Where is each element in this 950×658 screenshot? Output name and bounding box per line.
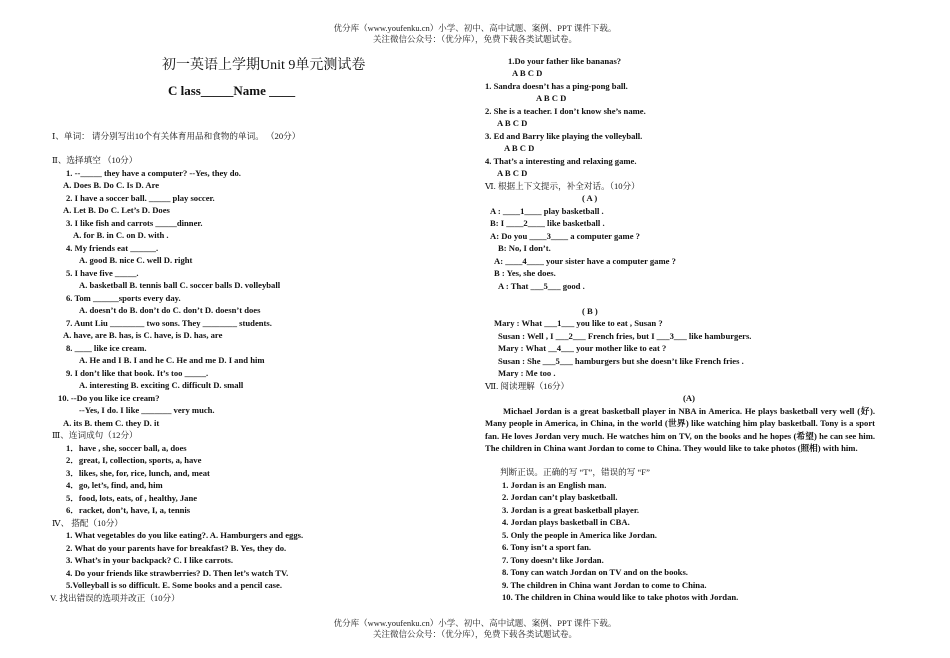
section-5-heading: V. 找出错误的选项并改正（10分） — [50, 593, 180, 603]
error-options: A B C D — [497, 118, 528, 128]
match-line: 3. What’s in your backpack? C. I like carrots. — [66, 555, 234, 565]
match-line: 2. What do your parents have for breakfast? B. Yes, they do. — [66, 543, 287, 553]
error-options: A B C D — [504, 143, 535, 153]
sentence-line: 3．likes, she, for, rice, lunch, and, meat — [66, 468, 210, 478]
dialog-label: ( A ) — [582, 193, 598, 203]
option-line: A. doesn’t do B. don’t do C. don’t D. doesn’t does — [79, 305, 261, 315]
tf-item: 1. Jordan is an English man. — [502, 480, 607, 490]
option-line: A. its B. them C. they D. it — [63, 418, 160, 428]
question-line: 2. I have a soccer ball. _____ play soccer. — [66, 193, 215, 203]
sentence-line: 4．go, let’s, find, and, him — [66, 480, 163, 490]
tf-item: 2. Jordan can’t play basketball. — [502, 492, 618, 502]
option-line: A. Let B. Do C. Let’s D. Does — [63, 205, 170, 215]
reading-passage: Michael Jordan is a great basketball player in NBA in America. He plays basketball very well (好). Many people in America, in China, in the world (世界) like watching him play basketball. Tony is a sport fan. He loves Jordan very much. He watches him on TV, on the books and he hopes (希望) he can see him. The children in China want Jordan to come to China. They would like to take photos (照相) with him. — [485, 406, 875, 454]
error-item: 3. Ed and Barry like playing the volleyball. — [485, 131, 643, 141]
section-3-heading: Ⅲ、连词成句（12分） — [52, 430, 138, 440]
question-line: 4. My friends eat ______. — [66, 243, 159, 253]
header-line: 关注微信公众号：（优分库），免费下载各类试题试卷。 — [372, 34, 577, 44]
error-item: 2. She is a teacher. I don’t know she’s name. — [485, 106, 646, 116]
header-line: 优分库（www.youfenku.cn）小学、初中、高中试题、案例、PPT 课件下载。 — [333, 23, 617, 33]
dialog-line: B: No, I don’t. — [498, 243, 551, 253]
page-header — [0, 23, 950, 45]
error-options: A B C D — [512, 68, 543, 78]
option-line: A. for B. in C. on D. with . — [73, 230, 169, 240]
tf-item: 3. Jordan is a great basketball player. — [502, 505, 640, 515]
page-title: 初一英语上学期Unit 9单元测试卷 — [162, 58, 366, 73]
match-line: 4. Do your friends like strawberries? D. Then let’s watch TV. — [66, 568, 289, 578]
tf-instruction: 判断正误。正确的写 “T”，错误的写 “F” — [500, 467, 650, 477]
question-line: 3. I like fish and carrots _____dinner. — [66, 218, 203, 228]
option-line: A. He and I B. I and he C. He and me D. I and him — [79, 355, 265, 365]
dialog-line: Susan : Well , I ___2___ French fries, but I ___3___ like hamburgers. — [498, 331, 752, 341]
question-line: 5. I have five _____. — [66, 268, 139, 278]
dialog-label: ( B ) — [582, 306, 598, 316]
section-6-heading: Ⅵ. 根据上下文提示，补全对话。（10分） — [485, 181, 640, 191]
option-line: A. good B. nice C. well D. right — [79, 255, 193, 265]
footer-line: 优分库（www.youfenku.cn）小学、初中、高中试题、案例、PPT 课件下载。 — [333, 618, 617, 628]
error-item: 1. Sandra doesn’t has a ping-pong ball. — [485, 81, 628, 91]
option-line: A. interesting B. exciting C. difficult D. small — [79, 380, 244, 390]
question-line: 7. Aunt Liu ________ two sons. They ________ students. — [66, 318, 272, 328]
dialog-line: A: Do you ____3____ a computer game ? — [490, 231, 640, 241]
dialog-line: A: ____4____ your sister have a computer game ? — [494, 256, 676, 266]
option-line: A. Does B. Do C. Is D. Are — [63, 180, 160, 190]
question-line: 10. --Do you like ice cream? — [58, 393, 160, 403]
sentence-line: 6．racket, don’t, have, I, a, tennis — [66, 505, 191, 515]
match-line: 1. What vegetables do you like eating?. A. Hamburgers and eggs. — [66, 530, 304, 540]
section-1-heading: Ⅰ、单词： 请分别写出10个有关体育用品和食物的单词。 （20分） — [52, 131, 301, 141]
tf-item: 10. The children in China would like to take photos with Jordan. — [502, 592, 739, 602]
sentence-line: 1．have , she, soccer ball, a, does — [66, 443, 187, 453]
dialog-line: A : ____1____ play basketball . — [490, 206, 604, 216]
sentence-line: 5．food, lots, eats, of , healthy, Jane — [66, 493, 198, 503]
dialog-line: A : That ___5___ good . — [498, 281, 585, 291]
dialog-line: Mary : Me too . — [498, 368, 556, 378]
error-item: 4. That’s a interesting and relaxing game. — [485, 156, 637, 166]
section-4-heading: Ⅳ、 搭配（10分） — [52, 518, 123, 528]
tf-item: 5. Only the people in America like Jordan. — [502, 530, 657, 540]
option-line: A. basketball B. tennis ball C. soccer balls D. volleyball — [79, 280, 281, 290]
error-item: 1.Do your father like bananas? — [508, 56, 622, 66]
error-options: A B C D — [536, 93, 567, 103]
footer-line: 关注微信公众号：（优分库），免费下载各类试题试卷。 — [372, 629, 577, 639]
passage-label: (A) — [683, 393, 695, 403]
question-line: 6. Tom ______sports every day. — [66, 293, 181, 303]
page-footer — [0, 618, 950, 640]
class-name-line: C lass_____Name ____ — [168, 83, 296, 98]
dialog-line: Mary : What ___1___ you like to eat , Susan ? — [494, 318, 663, 328]
tf-item: 7. Tony doesn’t like Jordan. — [502, 555, 604, 565]
dialog-line: Mary : What __4___ your mother like to eat ? — [498, 343, 667, 353]
section-2-heading: Ⅱ、选择填空 （10分） — [52, 155, 138, 165]
question-line: 9. I don’t like that book. It’s too _____. — [66, 368, 209, 378]
question-line: 8. ____ like ice cream. — [66, 343, 147, 353]
tf-item: 6. Tony isn’t a sport fan. — [502, 542, 592, 552]
option-line: A. have, are B. has, is C. have, is D. has, are — [63, 330, 223, 340]
dialog-line: B : Yes, she does. — [494, 268, 556, 278]
section-7-heading: Ⅶ. 阅读理解（16分） — [485, 381, 570, 391]
tf-item: 4. Jordan plays basketball in CBA. — [502, 517, 630, 527]
match-line: 5.Volleyball is so difficult. E. Some books and a pencil case. — [66, 580, 282, 590]
question-line: 1. --_____ they have a computer? --Yes, they do. — [66, 168, 241, 178]
error-options: A B C D — [497, 168, 528, 178]
question-line: --Yes, I do. I like _______ very much. — [79, 405, 215, 415]
tf-item: 9. The children in China want Jordan to come to China. — [502, 580, 707, 590]
dialog-line: Susan : She ___5___ hamburgers but she doesn’t like French fries . — [498, 356, 744, 366]
dialog-line: B: I ____2____ like basketball . — [490, 218, 605, 228]
tf-item: 8. Tony can watch Jordan on TV and on the books. — [502, 567, 688, 577]
sentence-line: 2．great, I, collection, sports, a, have — [66, 455, 202, 465]
